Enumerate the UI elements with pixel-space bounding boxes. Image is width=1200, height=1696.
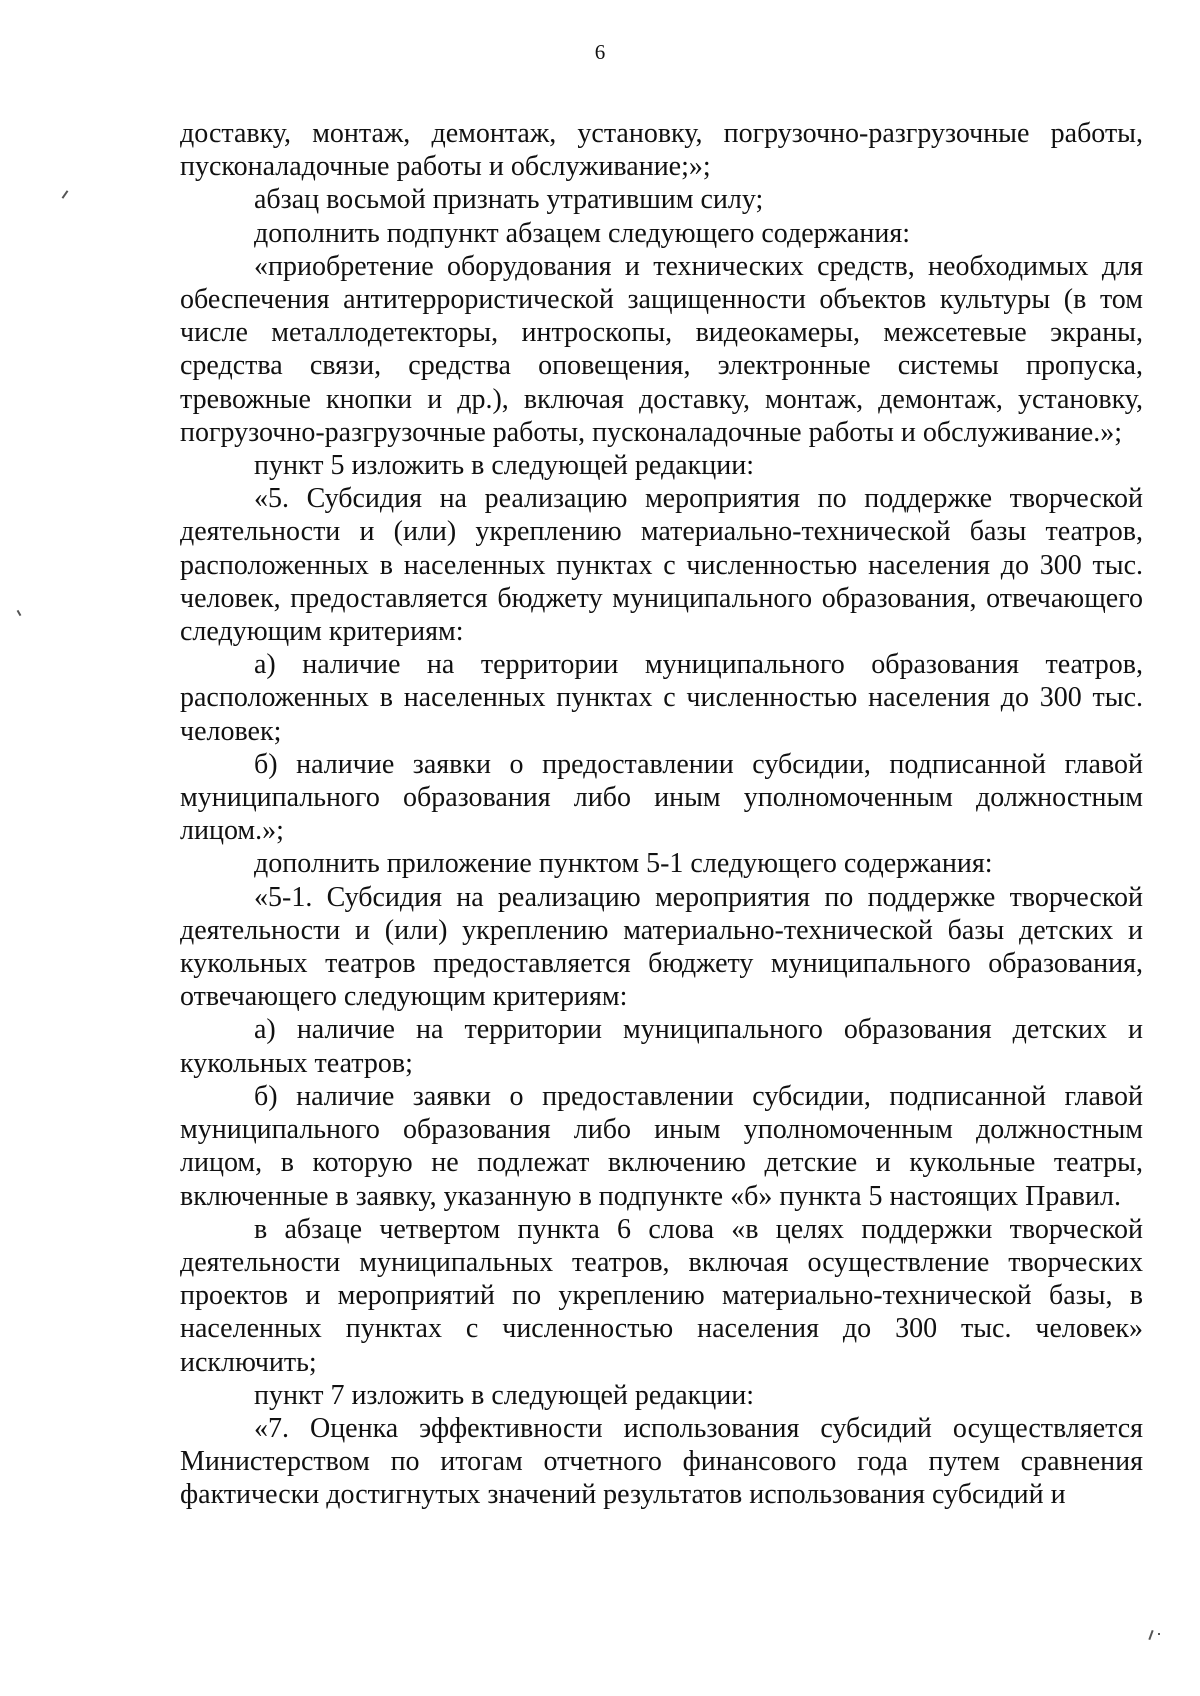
paragraph: «приобретение оборудования и технических средств, необходимых для обеспечения антитеррористической защищенности объектов культуры (в том числе металлодетекторы, интроскопы, видеокамеры, межсетевые экраны, средства связи, средства оповещения, электронные системы пропуска, тревожные кнопки и др.), включая доставку, монтаж, демонтаж, установку, погрузочно-разгрузочные работы, пусконаладочные работы и обслуживание.»; [180, 250, 1143, 448]
paragraph: б) наличие заявки о предоставлении субсидии, подписанной главой муниципального образования либо иным уполномоченным должностным лицом.»; [180, 748, 1143, 847]
paragraph: а) наличие на территории муниципального образования театров, расположенных в населенных пунктах с численностью населения до 300 тыс. человек; [180, 649, 1143, 747]
scan-speck [62, 190, 69, 199]
page-number: 6 [594, 40, 606, 64]
scan-speck [17, 610, 22, 616]
scan-speck [1148, 1630, 1153, 1640]
paragraph: дополнить приложение пунктом 5-1 следующего содержания: [254, 848, 993, 880]
paragraph: «5-1. Субсидия на реализацию мероприятия по поддержке творческой деятельности и (или) укреплению материально-технической базы детских и кукольных театров предоставляется бюджету муниципального образования, отвечающего следующим критериям: [180, 881, 1143, 1013]
paragraph: пункт 5 изложить в следующей редакции: [254, 450, 754, 482]
paragraph: абзац восьмой признать утратившим силу; [254, 184, 764, 216]
paragraph: а) наличие на территории муниципального образования детских и кукольных театров; [180, 1014, 1143, 1079]
scan-speck [1158, 1633, 1160, 1635]
document-body [180, 117, 1143, 1512]
paragraph: пункт 7 изложить в следующей редакции: [254, 1379, 754, 1411]
paragraph: доставку, монтаж, демонтаж, установку, погрузочно-разгрузочные работы, пусконаладочные работы и обслуживание;»; [180, 118, 1143, 183]
paragraph: «5. Субсидия на реализацию мероприятия по поддержке творческой деятельности и (или) укреплению материально-технической базы театров, расположенных в населенных пунктах с численностью населения до 300 тыс. человек, предоставляется бюджету муниципального образования, отвечающего следующим критериям: [180, 483, 1143, 648]
paragraph: дополнить подпункт абзацем следующего содержания: [254, 217, 911, 249]
paragraph: б) наличие заявки о предоставлении субсидии, подписанной главой муниципального образования либо иным уполномоченным должностным лицом, в которую не подлежат включению детские и кукольные театры, включенные в заявку, указанную в подпункте «б» пункта 5 настоящих Правил. [180, 1080, 1143, 1212]
paragraph: «7. Оценка эффективности использования субсидий осуществляется Министерством по итогам отчетного финансового года путем сравнения фактически достигнутых значений результатов использования субсидий и [180, 1412, 1143, 1511]
paragraph: в абзаце четвертом пункта 6 слова «в целях поддержки творческой деятельности муниципальных театров, включая осуществление творческих проектов и мероприятий по укреплению материально-технической базы, в населенных пунктах с численностью населения до 300 тыс. человек» исключить; [180, 1213, 1143, 1378]
